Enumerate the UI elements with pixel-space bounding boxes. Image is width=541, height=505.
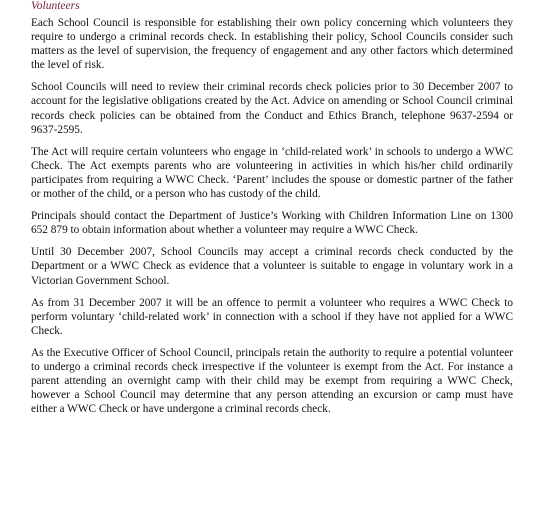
paragraph-offence: As from 31 December 2007 it will be an offence to permit a volunteer who requires a WWC Check to perform voluntary ‘child-related work’ in connection with a school if they have not applied for a WWC Check. [31,296,513,337]
paragraph-interim-acceptance: Until 30 December 2007, School Councils may accept a criminal records check conducted by the Department or a WWC Check as evidence that a volunteer is suitable to engage in voluntary work in a Victorian Government School. [31,246,513,287]
paragraph-policy-responsibility: Each School Council is responsible for establishing their own policy concerning which volunteers they require to undergo a criminal records check. In establishing their policy, School Councils consider such matters as the level of supervision, the frequency of engagement and any other factors which determined the level of risk. [31,17,513,72]
section-heading: Volunteers [31,0,80,12]
paragraph-policy-review: School Councils will need to review their criminal records check policies prior to 30 December 2007 to account for the legislative obligations created by the Act. Advice on amending or School Council criminal records check policies can be obtained from the Conduct and Ethics Branch, telephone 9637-2594 or 9637-2595. [31,81,513,136]
paragraph-wwc-requirement: The Act will require certain volunteers who engage in ‘child-related work’ in schools to undergo a WWC Check. The Act exempts parents who are volunteering in activities in which his/her child ordinarily participates from requiring a WWC Check. ‘Parent’ includes the spouse or domestic partner of the father or mother of the child, or a person who has custody of the child. [31,145,513,201]
paragraph-principal-authority: As the Executive Officer of School Council, principals retain the authority to require a potential volunteer to undergo a criminal records check irrespective if the volunteer is exempt from the Act. For instance a parent attending an overnight camp with their child may be exempt from requiring a WWC Check, however a School Council may determine that any person attending an excursion or camp must have either a WWC Check or have undergone a criminal records check. [31,346,513,416]
document-page [31,0,513,505]
paragraph-information-line: Principals should contact the Department of Justice’s Working with Children Information Line on 1300 652 879 to obtain information about whether a volunteer may require a WWC Check. [31,210,513,237]
